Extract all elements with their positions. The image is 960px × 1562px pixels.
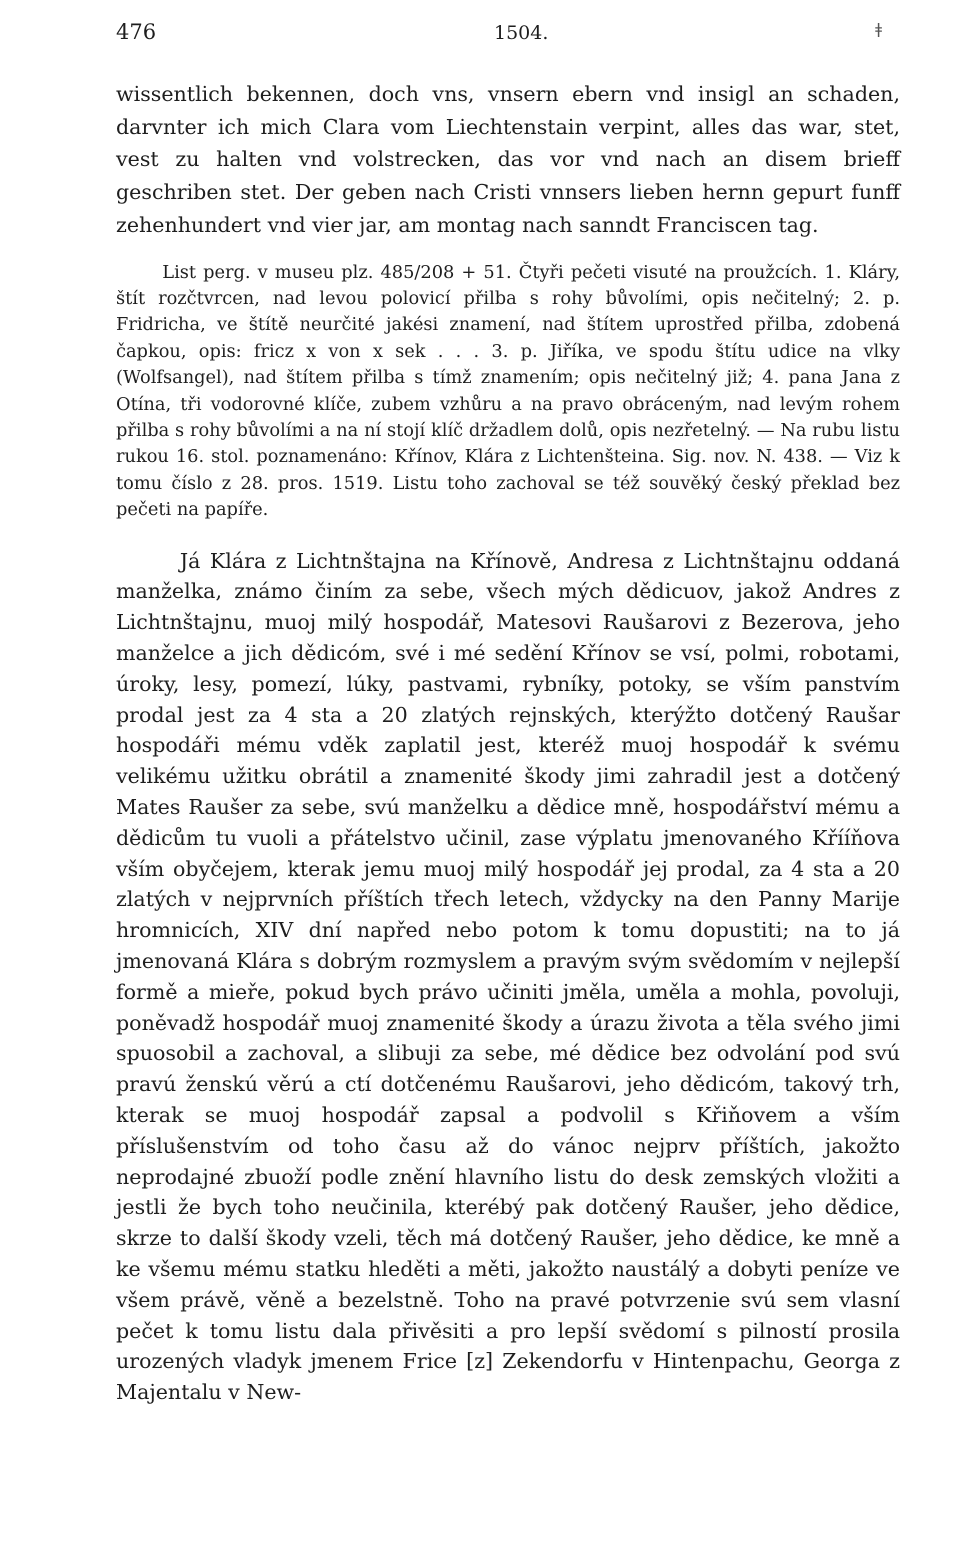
page-header [116, 20, 900, 50]
german-charter-text: wissentlich bekennen, doch vns, vnsern ebern vnd insigl an schaden, darvnter ich mich Clara vom Liechtenstain verpint, alles das war, stet, vest zu halten vnd volstrecken, das vor vnd nach an disem brieff geschriben stet. Der geben nach Cristi vnnsers lieben hernn gepurt funff zehenhundert vnd vier jar, am montag nach sanndt Franciscen tag. [116, 82, 900, 237]
page-number: 476 [116, 20, 157, 44]
page-body [116, 78, 900, 1408]
czech-translation-text: Já Klára z Lichtnštajna na Křínově, Andresa z Lichtnštajnu oddaná manželka, známo činím za sebe, všech mých dědicuov, jakož Andres z Lichtnštajnu, muoj milý hospodář, Matesovi Raušarovi z Bezerova, jeho manželce a jich dědicóm, své i mé sedění Křínov se vsí, polmi, robotami, úroky, lesy, pomezí, lúky, pastvami, rybníky, potoky, se vším panstvím prodal jest za 4 sta a 20 zlatých rejnských, kterýžto dotčený Raušar hospodáři mému vděk zaplatil jest, kteréž muoj hospodář k svému velikému užitku obrátil a znamenité škody jimi zahradil jest a dotčený Mates Raušer za sebe, svú manželku a dědice mně, hospodářství mému a dědicům tu vuoli a přátelstvo učinil, zase výplatu jmenovaného Křííňova vším obyčejem, kterak jemu muoj milý hospodář jej prodal, za 4 sta a 20 zlatých v nejprvních příštích třech letech, vždycky na den Panny Marije hromnicích, XIV dní napřed nebo potom k tomu dopustiti; na to já jmenovaná Klára s dobrým rozmyslem a pravým svým svědomím v nejlepší formě a mieře, pokud bych právo učiniti jměla, uměla a mohla, povoluji, poněvadž hospodář muoj znamenité škody a úrazu života a těla svého jimi spuosobil a zachoval, a slibuji za sebe, mé dědice bez odvolání pod svú pravú ženskú věrú a ctí dotčenému Raušarovi, jeho dědicóm, takový trh, kterak se muoj hospodář zapsal a podvolil s Křiňovem a vším příslušenstvím od toho času až do vánoc nejprv příštích, jakožto neprodajné zbuoží podle znění hlavního listu do desk zemských vložiti a jestli že bych toho neučinila, kterébý pak dotčený Raušer, jeho dědice, skrze to další škody vzeli, těch má dotčený Raušer, jeho dědice, ke mně a ke všemu mému statku hleděti a měti, jakožto naustálý a dobyti peníze ve všem právě, věně a bezelstně. Toho na pravé potvrzenie svú sem vlasní pečet k tomu listu dala přivěsiti a pro lepší svědomí s pilností prosila urozených vladyk jmenem Frice [z] Zekendorfu v Hintenpachu, Georga z Majentalu v New- [116, 548, 900, 1405]
corner-mark: ǂ [875, 20, 882, 38]
archival-note: List perg. v museu plz. 485/208 + 51. Čtyři pečeti visuté na proužcích. 1. Kláry, štít rozčtvrcen, nad levou polovicí přilba s rohy bůvolími, opis nečitelný; 2. p. Fridricha, ve štítě neurčité jakési znamení, nad štítem uprostřed přilba, zdobená čapkou, opis: fricz x von x sek . . . 3. p. Jiříka, ve spodu štítu udice na vlky (Wolfsangel), nad štítem přilba s tímž znamením; opis nečitelný již; 4. pana Jana z Otína, tři vodorovné klíče, zubem vzhůru a na pravo obráceným, nad levým rohem přilba s rohy bůvolími a na ní stojí klíč držadlem dolů, opis nezřetelný. — Na rubu listu rukou 16. stol. poznamenáno: Křínov, Klára z Lichtenšteina. Sig. nov. N. 438. — Viz k tomu číslo z 28. pros. 1519. Listu toho zachoval se též souvěký český překlad bez pečeti na papíře. [116, 261, 900, 521]
running-header-year: 1504. [494, 22, 549, 44]
